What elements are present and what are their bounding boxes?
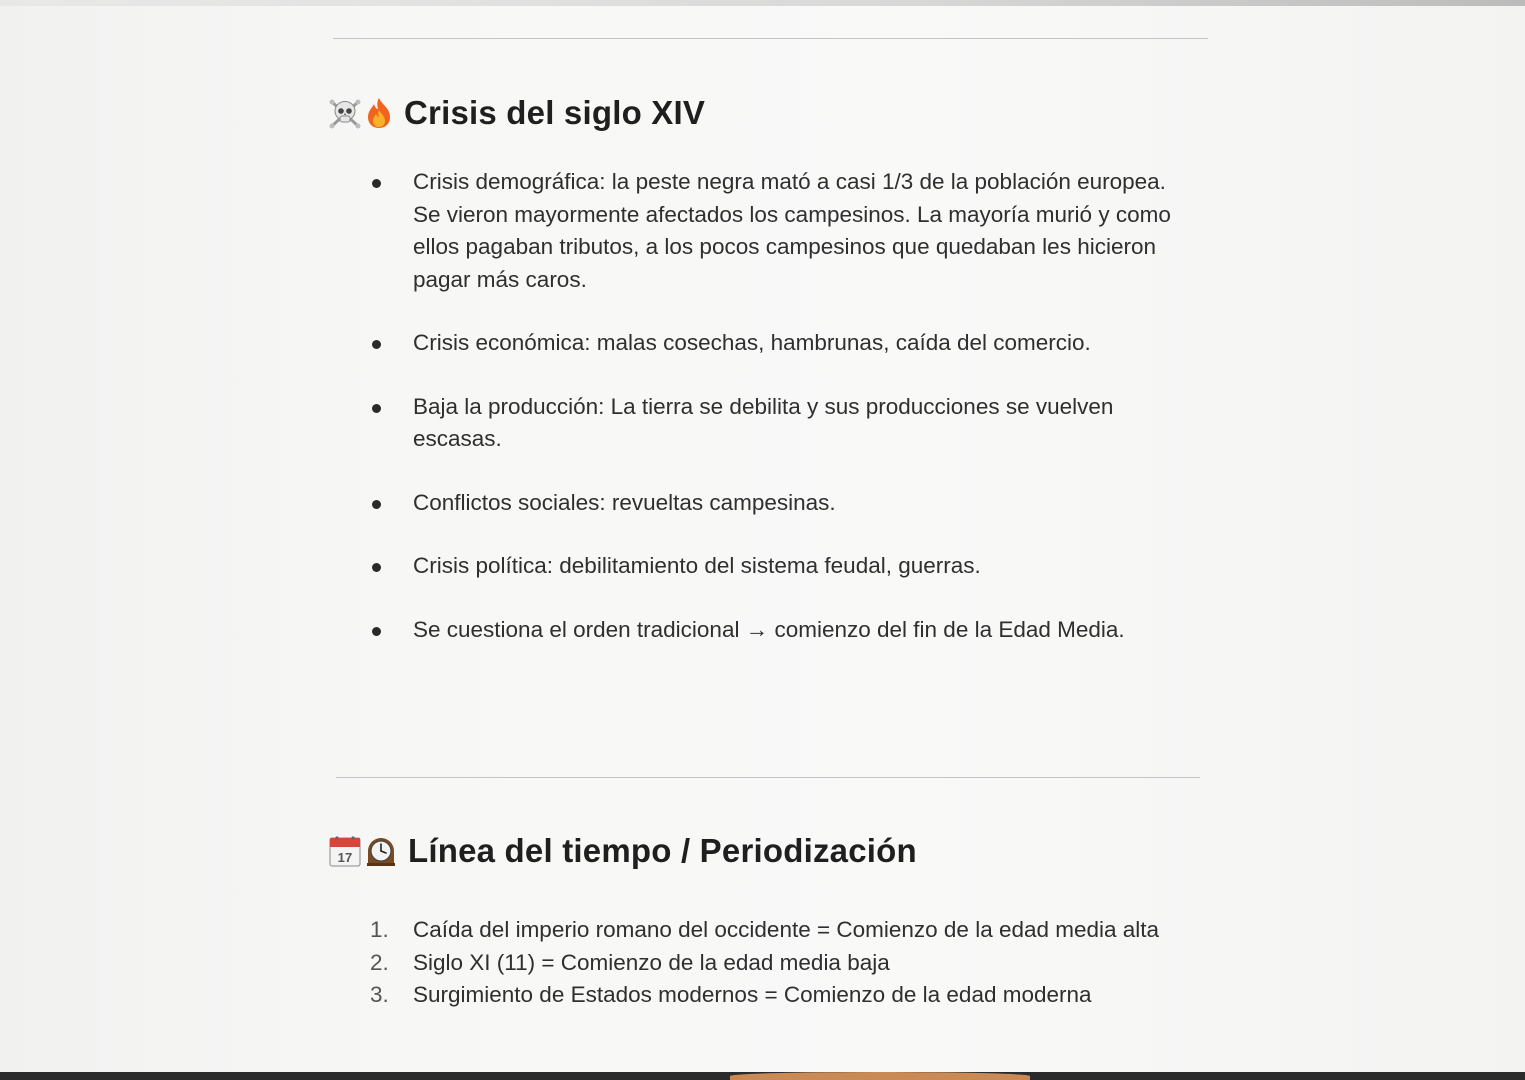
list-item-text: Caída del imperio romano del occidente = Comienzo de la edad media alta [413, 917, 1160, 942]
list-item [368, 979, 1198, 1012]
list-item-text: Crisis demográfica: la peste negra mató a casi 1/3 de la población europea. Se vieron mayormente afectados los campesinos. La mayoría murió y como ellos pagaban tributos, a los pocos campesinos que quedaban les hicieron pagar más caros. [413, 169, 1171, 292]
bullet-dot [372, 404, 381, 413]
section-heading-timeline [328, 832, 917, 870]
calendar-day: 17 [337, 850, 353, 865]
calendar-icon [328, 834, 362, 868]
heading-icons [328, 96, 394, 130]
page-bottom-object [730, 1072, 1030, 1080]
list-item-text: Conflictos sociales: revueltas campesinas. [413, 489, 836, 515]
page-bottom-edge [0, 1072, 1525, 1080]
bullet-dot [372, 179, 381, 188]
list-item [368, 550, 1188, 583]
list-item-text: Se cuestiona el orden tradicional → comienzo del fin de la Edad Media. [413, 616, 1125, 642]
bullet-dot [372, 340, 381, 349]
list-item-text: Surgimiento de Estados modernos = Comienzo de la edad moderna [413, 982, 1092, 1007]
page-top-edge [0, 0, 1525, 6]
divider-middle [336, 777, 1200, 778]
list-item [368, 947, 1198, 980]
bullet-dot [372, 500, 381, 509]
list-item-text: Baja la producción: La tierra se debilita y sus producciones se vuelven escasas. [413, 393, 1114, 451]
bullet-dot [372, 627, 381, 636]
clock-icon [364, 834, 398, 868]
list-item [368, 166, 1188, 296]
list-number: 1. [370, 917, 389, 942]
divider-top [333, 38, 1208, 39]
section-title: Línea del tiempo / Periodización [408, 832, 917, 869]
list-item-text: Siglo XI (11) = Comienzo de la edad media baja [413, 949, 890, 975]
list-item-text: Crisis política: debilitamiento del sistema feudal, guerras. [413, 553, 981, 578]
crisis-bullet-list [368, 166, 1188, 646]
list-item [368, 614, 1188, 647]
heading-icons [328, 834, 398, 868]
timeline-ordered-list [368, 914, 1198, 1012]
list-item [368, 327, 1188, 360]
list-item [368, 391, 1188, 456]
section-title: Crisis del siglo XIV [404, 94, 706, 131]
fire-icon [364, 96, 394, 130]
skull-crossbones-icon [328, 96, 362, 130]
list-item-text: Crisis económica: malas cosechas, hambrunas, caída del comercio. [413, 330, 1091, 355]
list-item [368, 914, 1198, 947]
list-number: 2. [370, 949, 389, 975]
section-heading-crisis [328, 94, 705, 132]
list-number: 3. [370, 982, 389, 1007]
list-item [368, 487, 1188, 520]
bullet-dot [372, 563, 381, 572]
